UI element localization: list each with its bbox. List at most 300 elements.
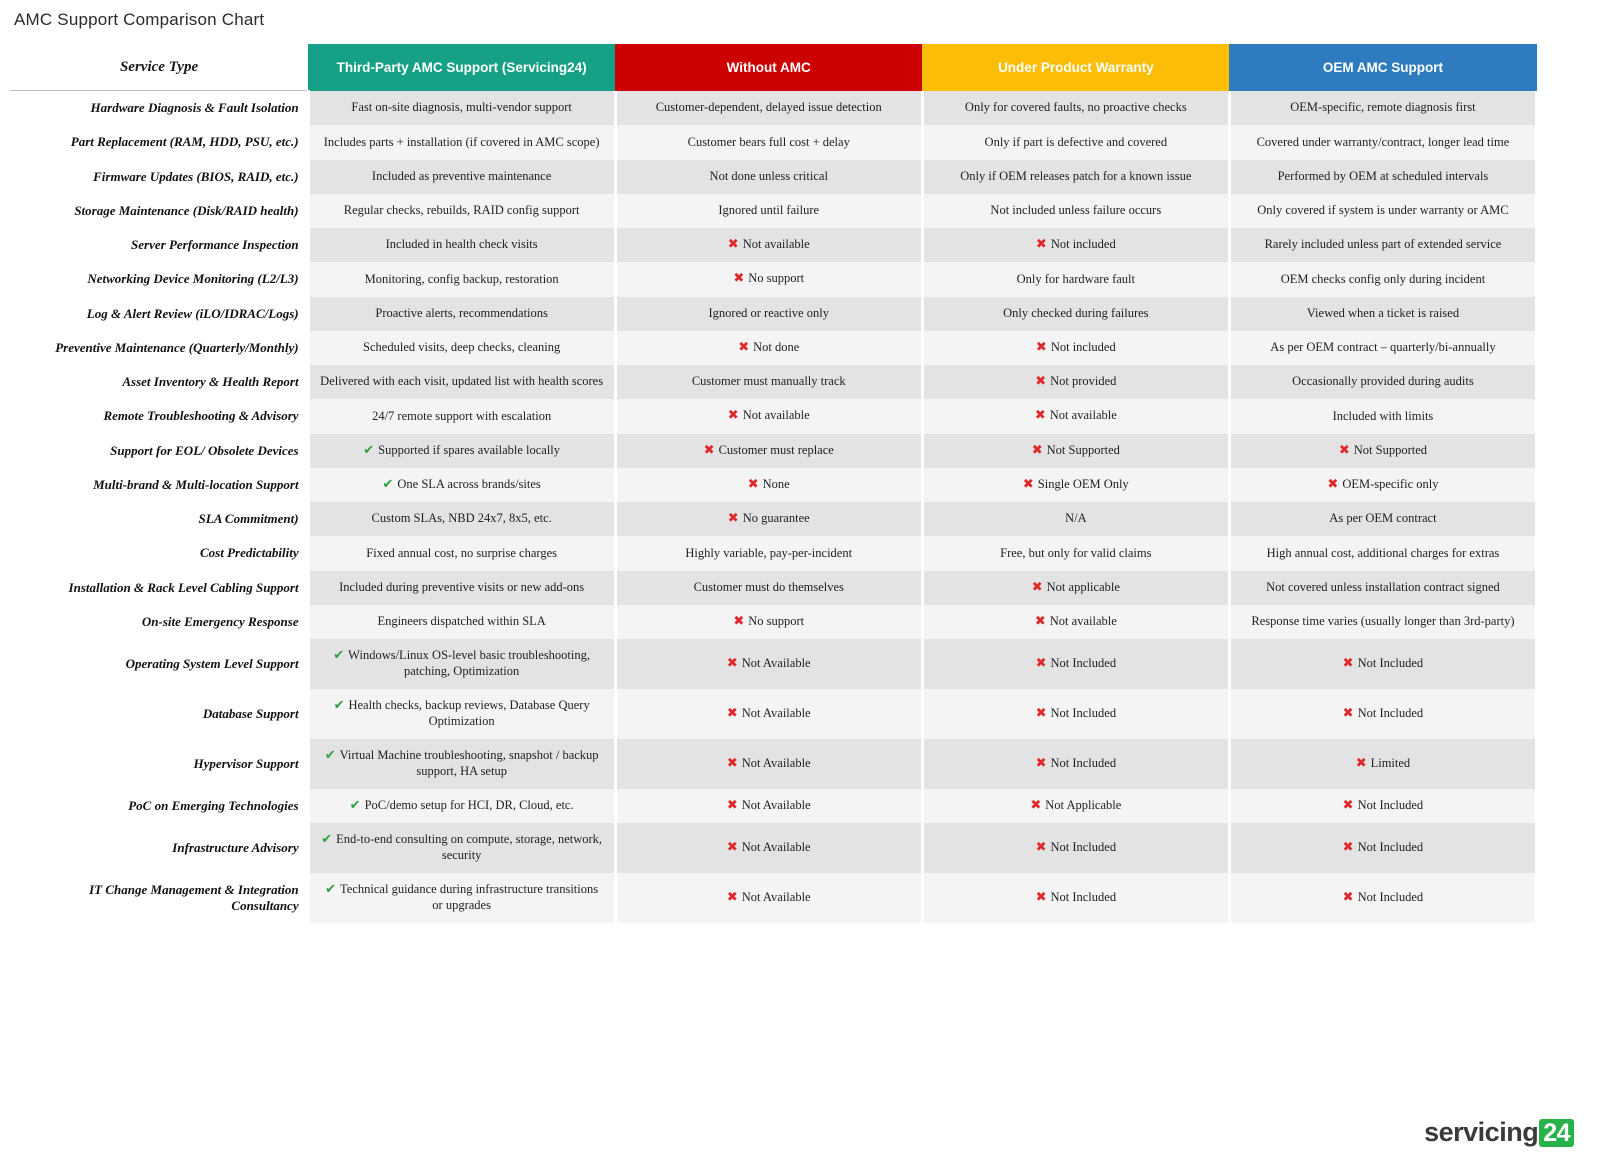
cross-icon: ✖ bbox=[1342, 889, 1354, 905]
cell-text: Health checks, backup reviews, Database Query Optimization bbox=[348, 697, 590, 729]
cross-icon: ✖ bbox=[726, 655, 738, 671]
comparison-cell bbox=[308, 434, 615, 468]
cell-content bbox=[1292, 374, 1474, 390]
header-row bbox=[10, 44, 1537, 91]
service-type-cell: Cost Predictability bbox=[10, 536, 308, 570]
cell-text: Customer bears full cost + delay bbox=[687, 134, 850, 149]
cross-icon: ✖ bbox=[1031, 442, 1043, 458]
cell-text: Fixed annual cost, no surprise charges bbox=[366, 545, 557, 560]
cross-icon: ✖ bbox=[1342, 839, 1354, 855]
table-row bbox=[10, 125, 1537, 159]
amc-comparison-table bbox=[10, 44, 1538, 923]
cell-content bbox=[656, 100, 882, 116]
column-header-service-type: Service Type bbox=[10, 44, 308, 91]
cell-content bbox=[733, 271, 804, 287]
cell-text: None bbox=[762, 476, 790, 491]
cell-text: Not available bbox=[1049, 408, 1117, 423]
comparison-cell bbox=[1229, 468, 1536, 502]
cell-content bbox=[738, 340, 799, 356]
cell-content bbox=[718, 203, 819, 219]
table-row bbox=[10, 160, 1537, 194]
cross-icon: ✖ bbox=[1035, 889, 1047, 905]
cell-text: Only if OEM releases patch for a known issue bbox=[960, 168, 1192, 183]
comparison-cell bbox=[615, 536, 922, 570]
cross-icon: ✖ bbox=[726, 889, 738, 905]
cross-icon: ✖ bbox=[727, 511, 739, 526]
comparison-cell bbox=[1229, 502, 1536, 536]
cell-text: Only for covered faults, no proactive checks bbox=[964, 100, 1187, 115]
cell-text: Monitoring, config backup, restoration bbox=[364, 271, 559, 286]
cell-text: No support bbox=[748, 613, 805, 628]
table-row bbox=[10, 789, 1537, 823]
cell-content bbox=[1036, 656, 1117, 672]
cell-text: Only checked during failures bbox=[1003, 305, 1149, 320]
comparison-cell bbox=[922, 228, 1229, 262]
service-type-cell: Hardware Diagnosis & Fault Isolation bbox=[10, 91, 308, 126]
column-header-third-party: Third-Party AMC Support (Servicing24) bbox=[308, 44, 615, 91]
comparison-cell bbox=[922, 605, 1229, 639]
comparison-cell bbox=[308, 873, 615, 924]
cell-text: N/A bbox=[1065, 511, 1087, 526]
cell-content bbox=[960, 169, 1191, 185]
table-row bbox=[10, 536, 1537, 570]
cell-content bbox=[1281, 272, 1485, 288]
comparison-cell bbox=[308, 468, 615, 502]
column-header-under-warranty: Under Product Warranty bbox=[922, 44, 1229, 91]
comparison-cell bbox=[922, 160, 1229, 194]
table-row bbox=[10, 434, 1537, 468]
cell-text: Included as preventive maintenance bbox=[371, 168, 552, 183]
cross-icon: ✖ bbox=[733, 613, 745, 629]
cell-content bbox=[704, 443, 834, 459]
cell-content bbox=[1030, 798, 1121, 814]
comparison-cell bbox=[1229, 739, 1536, 789]
table-row bbox=[10, 823, 1537, 873]
comparison-cell bbox=[308, 399, 615, 433]
cross-icon: ✖ bbox=[733, 271, 745, 287]
cell-text: Included during preventive visits or new add-ons bbox=[339, 579, 585, 594]
cell-text: Not Available bbox=[741, 755, 811, 770]
cell-content bbox=[1270, 340, 1495, 356]
cell-text: Occasionally provided during audits bbox=[1292, 374, 1474, 389]
comparison-cell bbox=[308, 160, 615, 194]
service-type-cell: Preventive Maintenance (Quarterly/Monthly) bbox=[10, 331, 308, 365]
cell-content bbox=[1343, 656, 1424, 672]
cell-content bbox=[1290, 100, 1475, 116]
table-row bbox=[10, 639, 1537, 689]
cell-content bbox=[1278, 169, 1489, 185]
cross-icon: ✖ bbox=[726, 839, 738, 855]
cell-text: Not Available bbox=[741, 655, 811, 670]
cell-text: Not done unless critical bbox=[709, 168, 828, 183]
comparison-cell bbox=[922, 689, 1229, 739]
cell-text: Engineers dispatched within SLA bbox=[377, 614, 546, 629]
cell-content bbox=[320, 698, 604, 730]
comparison-cell bbox=[308, 262, 615, 296]
comparison-cell bbox=[615, 689, 922, 739]
cell-text: Not Included bbox=[1357, 839, 1424, 854]
cell-text: Not included bbox=[1050, 339, 1116, 354]
comparison-cell bbox=[922, 823, 1229, 873]
comparison-cell bbox=[308, 125, 615, 159]
cell-text: Not Included bbox=[1050, 705, 1117, 720]
cross-icon: ✖ bbox=[726, 755, 738, 771]
comparison-cell bbox=[1229, 873, 1536, 924]
comparison-cell bbox=[1229, 689, 1536, 739]
comparison-cell bbox=[1229, 605, 1536, 639]
cell-text: Scheduled visits, deep checks, cleaning bbox=[363, 340, 561, 355]
table-row bbox=[10, 399, 1537, 433]
comparison-cell bbox=[922, 434, 1229, 468]
cell-text: Not Included bbox=[1050, 889, 1117, 904]
cell-text: OEM-specific, remote diagnosis first bbox=[1290, 100, 1476, 115]
comparison-cell bbox=[308, 502, 615, 536]
cell-content bbox=[1035, 374, 1116, 390]
cross-icon: ✖ bbox=[747, 476, 759, 492]
comparison-cell bbox=[922, 639, 1229, 689]
comparison-cell bbox=[308, 331, 615, 365]
cell-content bbox=[1036, 756, 1117, 772]
comparison-cell bbox=[615, 789, 922, 823]
cell-text: Customer must replace bbox=[718, 442, 834, 457]
cell-content bbox=[363, 443, 560, 459]
cell-content bbox=[1036, 840, 1117, 856]
cross-icon: ✖ bbox=[1035, 839, 1047, 855]
comparison-cell bbox=[615, 639, 922, 689]
service-type-cell: Multi-brand & Multi-location Support bbox=[10, 468, 308, 502]
cell-text: Supported if spares available locally bbox=[378, 442, 561, 457]
cell-content bbox=[728, 408, 810, 424]
check-icon: ✔ bbox=[363, 442, 375, 458]
cell-content bbox=[733, 614, 804, 630]
table-row bbox=[10, 502, 1537, 536]
comparison-cell bbox=[308, 789, 615, 823]
comparison-cell bbox=[308, 91, 615, 126]
cell-content bbox=[1000, 546, 1151, 562]
cell-content bbox=[1251, 614, 1514, 630]
comparison-cell bbox=[615, 125, 922, 159]
cell-text: Only covered if system is under warranty or AMC bbox=[1257, 203, 1509, 218]
cell-content bbox=[344, 203, 580, 219]
service-type-cell: Part Replacement (RAM, HDD, PSU, etc.) bbox=[10, 125, 308, 159]
cross-icon: ✖ bbox=[1022, 476, 1034, 492]
cell-text: Not included bbox=[1050, 237, 1116, 251]
cell-content bbox=[1343, 890, 1424, 906]
cell-content bbox=[1343, 798, 1424, 814]
cross-icon: ✖ bbox=[1034, 408, 1046, 424]
cell-content bbox=[1036, 340, 1116, 356]
comparison-cell bbox=[615, 605, 922, 639]
cell-text: One SLA across brands/sites bbox=[397, 476, 541, 491]
comparison-cell bbox=[1229, 194, 1536, 228]
comparison-cell bbox=[615, 262, 922, 296]
cell-text: As per OEM contract – quarterly/bi-annually bbox=[1270, 340, 1496, 355]
comparison-cell bbox=[922, 873, 1229, 924]
service-type-cell: On-site Emergency Response bbox=[10, 605, 308, 639]
service-type-cell: Log & Alert Review (iLO/IDRAC/Logs) bbox=[10, 297, 308, 331]
comparison-cell bbox=[1229, 331, 1536, 365]
cell-text: Rarely included unless part of extended service bbox=[1264, 237, 1502, 252]
cell-text: Not available bbox=[742, 237, 810, 251]
cell-content bbox=[1267, 546, 1500, 562]
cell-content bbox=[1343, 706, 1424, 722]
cell-content bbox=[377, 614, 545, 630]
cell-text: PoC/demo setup for HCI, DR, Cloud, etc. bbox=[364, 797, 574, 812]
cross-icon: ✖ bbox=[1342, 705, 1354, 721]
cell-content bbox=[386, 237, 538, 253]
comparison-cell bbox=[922, 125, 1229, 159]
cell-content bbox=[320, 832, 604, 864]
cell-content bbox=[1036, 706, 1117, 722]
service-type-cell: Asset Inventory & Health Report bbox=[10, 365, 308, 399]
service-type-cell: Networking Device Monitoring (L2/L3) bbox=[10, 262, 308, 296]
comparison-cell bbox=[1229, 262, 1536, 296]
comparison-cell bbox=[1229, 91, 1536, 126]
comparison-cell bbox=[1229, 571, 1536, 605]
comparison-cell bbox=[615, 434, 922, 468]
cell-text: Technical guidance during infrastructure transitions or upgrades bbox=[340, 882, 599, 913]
cell-content bbox=[688, 135, 850, 151]
service-type-cell: Operating System Level Support bbox=[10, 639, 308, 689]
cell-content bbox=[710, 169, 828, 185]
cell-text: Included in health check visits bbox=[385, 237, 538, 252]
cell-text: As per OEM contract bbox=[1329, 511, 1437, 526]
cell-content bbox=[1032, 443, 1120, 459]
cell-text: Viewed when a ticket is raised bbox=[1306, 305, 1460, 320]
cell-content bbox=[339, 580, 584, 596]
table-row bbox=[10, 365, 1537, 399]
cross-icon: ✖ bbox=[1035, 655, 1047, 671]
table-body bbox=[10, 91, 1537, 924]
cell-text: Single OEM Only bbox=[1037, 476, 1129, 491]
cell-content bbox=[1017, 272, 1135, 288]
cell-text: Includes parts + installation (if covered in AMC scope) bbox=[323, 134, 600, 149]
service-type-cell: Server Performance Inspection bbox=[10, 228, 308, 262]
cell-text: Fast on-site diagnosis, multi-vendor support bbox=[351, 100, 572, 115]
cell-text: Only for hardware fault bbox=[1016, 271, 1135, 286]
service-type-cell: Database Support bbox=[10, 689, 308, 739]
cell-text: Not available bbox=[742, 408, 810, 423]
cell-content bbox=[1032, 580, 1120, 596]
cell-content bbox=[1257, 203, 1508, 219]
cell-content bbox=[727, 756, 811, 772]
comparison-cell bbox=[615, 502, 922, 536]
comparison-cell bbox=[922, 536, 1229, 570]
cell-text: No support bbox=[748, 271, 805, 286]
comparison-cell bbox=[615, 91, 922, 126]
cell-text: Covered under warranty/contract, longer lead time bbox=[1256, 134, 1510, 149]
cell-content bbox=[324, 135, 600, 151]
comparison-cell bbox=[1229, 365, 1536, 399]
cell-content bbox=[1036, 237, 1116, 253]
comparison-cell bbox=[922, 365, 1229, 399]
table-row bbox=[10, 228, 1537, 262]
cell-content bbox=[320, 882, 604, 914]
cell-text: Delivered with each visit, updated list with health scores bbox=[320, 374, 604, 389]
cell-text: Customer-dependent, delayed issue detection bbox=[655, 100, 882, 115]
service-type-cell: IT Change Management & Integration Consultancy bbox=[10, 873, 308, 924]
comparison-cell bbox=[922, 789, 1229, 823]
cell-text: Customer must do themselves bbox=[693, 579, 844, 594]
cell-text: Not provided bbox=[1050, 374, 1117, 388]
cell-content bbox=[1266, 580, 1500, 596]
cell-content bbox=[727, 798, 811, 814]
cell-content bbox=[1035, 408, 1117, 424]
cell-content bbox=[1339, 443, 1427, 459]
cross-icon: ✖ bbox=[1031, 579, 1043, 595]
check-icon: ✔ bbox=[349, 797, 361, 813]
cell-text: Ignored until failure bbox=[718, 203, 820, 218]
cell-content bbox=[366, 546, 557, 562]
cross-icon: ✖ bbox=[727, 408, 739, 424]
column-header-oem-amc: OEM AMC Support bbox=[1229, 44, 1536, 91]
cell-content bbox=[1307, 306, 1459, 322]
comparison-cell bbox=[1229, 434, 1536, 468]
table-row bbox=[10, 194, 1537, 228]
cell-text: Not applicable bbox=[1046, 579, 1120, 594]
cross-icon: ✖ bbox=[1327, 476, 1339, 492]
table-row bbox=[10, 571, 1537, 605]
cross-icon: ✖ bbox=[1035, 705, 1047, 721]
cell-content bbox=[748, 477, 790, 493]
comparison-cell bbox=[308, 365, 615, 399]
comparison-cell bbox=[615, 331, 922, 365]
cell-text: Customer must manually track bbox=[691, 374, 846, 389]
check-icon: ✔ bbox=[333, 648, 345, 663]
cell-content bbox=[709, 306, 829, 322]
table-header bbox=[10, 44, 1537, 91]
cell-content bbox=[363, 340, 560, 356]
comparison-cell bbox=[308, 639, 615, 689]
comparison-cell bbox=[1229, 639, 1536, 689]
cell-content bbox=[1356, 756, 1410, 772]
cell-text: End-to-end consulting on compute, storage, network, security bbox=[336, 831, 603, 863]
cell-content bbox=[382, 477, 540, 493]
cell-text: Not Included bbox=[1050, 755, 1117, 770]
comparison-cell bbox=[922, 331, 1229, 365]
cell-text: Ignored or reactive only bbox=[708, 305, 829, 320]
comparison-cell bbox=[922, 262, 1229, 296]
check-icon: ✔ bbox=[324, 747, 336, 763]
table-row bbox=[10, 331, 1537, 365]
cell-text: Free, but only for valid claims bbox=[1000, 545, 1152, 560]
cell-content bbox=[365, 272, 559, 288]
cell-text: Not Supported bbox=[1353, 442, 1428, 457]
cross-icon: ✖ bbox=[726, 797, 738, 813]
cross-icon: ✖ bbox=[1355, 755, 1367, 771]
cell-text: Not Available bbox=[741, 797, 811, 812]
cell-text: Highly variable, pay-per-incident bbox=[685, 545, 853, 560]
service-type-cell: Support for EOL/ Obsolete Devices bbox=[10, 434, 308, 468]
comparison-cell bbox=[615, 873, 922, 924]
cell-content bbox=[372, 409, 551, 425]
comparison-cell bbox=[615, 297, 922, 331]
comparison-cell bbox=[308, 228, 615, 262]
comparison-cell bbox=[615, 365, 922, 399]
service-type-cell: Hypervisor Support bbox=[10, 739, 308, 789]
cross-icon: ✖ bbox=[1034, 613, 1046, 629]
comparison-cell bbox=[922, 739, 1229, 789]
comparison-cell bbox=[1229, 228, 1536, 262]
cross-icon: ✖ bbox=[703, 442, 715, 458]
cell-content bbox=[727, 840, 811, 856]
cell-text: Not Included bbox=[1357, 889, 1424, 904]
comparison-cell bbox=[615, 228, 922, 262]
cell-text: OEM checks config only during incident bbox=[1280, 271, 1486, 286]
cross-icon: ✖ bbox=[1030, 797, 1042, 813]
cell-text: Not done bbox=[753, 339, 800, 354]
cell-text: Proactive alerts, recommendations bbox=[375, 305, 548, 320]
comparison-cell bbox=[615, 468, 922, 502]
cell-text: Regular checks, rebuilds, RAID config support bbox=[343, 203, 580, 218]
cell-text: 24/7 remote support with escalation bbox=[372, 408, 552, 423]
service-type-cell: Storage Maintenance (Disk/RAID health) bbox=[10, 194, 308, 228]
service-type-cell: SLA Commitment) bbox=[10, 502, 308, 536]
cell-content bbox=[685, 546, 852, 562]
cell-content bbox=[728, 237, 810, 253]
cell-text: Not available bbox=[1049, 613, 1117, 628]
cell-text: No guarantee bbox=[742, 511, 810, 525]
table-row bbox=[10, 739, 1537, 789]
cell-content bbox=[965, 100, 1187, 116]
comparison-cell bbox=[615, 194, 922, 228]
cell-content bbox=[1036, 890, 1117, 906]
cell-text: Included with limits bbox=[1332, 408, 1434, 423]
cell-content bbox=[694, 580, 844, 596]
cell-content bbox=[727, 706, 811, 722]
comparison-cell bbox=[308, 571, 615, 605]
cell-text: Only if part is defective and covered bbox=[984, 134, 1168, 149]
cell-text: Not included unless failure occurs bbox=[990, 203, 1162, 218]
comparison-cell bbox=[308, 536, 615, 570]
cell-text: Not Available bbox=[741, 889, 811, 904]
cell-content bbox=[320, 374, 603, 390]
cell-content bbox=[1343, 840, 1424, 856]
brand-logo bbox=[1424, 1117, 1574, 1148]
cell-text: OEM-specific only bbox=[1342, 476, 1439, 491]
cell-content bbox=[350, 798, 574, 814]
cell-content bbox=[1023, 477, 1129, 493]
table-row bbox=[10, 468, 1537, 502]
comparison-cell bbox=[1229, 823, 1536, 873]
cell-text: Not Included bbox=[1357, 797, 1424, 812]
cell-content bbox=[1329, 511, 1436, 527]
page-title: AMC Support Comparison Chart bbox=[14, 10, 265, 29]
comparison-cell bbox=[308, 739, 615, 789]
comparison-cell bbox=[1229, 160, 1536, 194]
cell-text: Not Included bbox=[1357, 655, 1424, 670]
comparison-cell bbox=[1229, 125, 1536, 159]
brand-word: servicing bbox=[1424, 1117, 1539, 1147]
cell-content bbox=[372, 169, 551, 185]
check-icon: ✔ bbox=[382, 476, 394, 492]
check-icon: ✔ bbox=[321, 831, 333, 847]
cell-text: Not Supported bbox=[1046, 442, 1120, 457]
comparison-cell bbox=[308, 823, 615, 873]
cell-content bbox=[1035, 614, 1117, 630]
cell-text: Virtual Machine troubleshooting, snapshot / backup support, HA setup bbox=[339, 747, 599, 778]
cell-content bbox=[1265, 237, 1502, 253]
cell-text: High annual cost, additional charges for extras bbox=[1266, 545, 1500, 560]
cell-content bbox=[990, 203, 1161, 219]
comparison-cell bbox=[1229, 297, 1536, 331]
cross-icon: ✖ bbox=[1342, 655, 1354, 671]
comparison-cell bbox=[922, 571, 1229, 605]
cell-text: Response time varies (usually longer than 3rd-party) bbox=[1251, 614, 1515, 629]
cell-content bbox=[727, 656, 811, 672]
cell-text: Not Available bbox=[741, 705, 811, 720]
comparison-cell bbox=[922, 468, 1229, 502]
